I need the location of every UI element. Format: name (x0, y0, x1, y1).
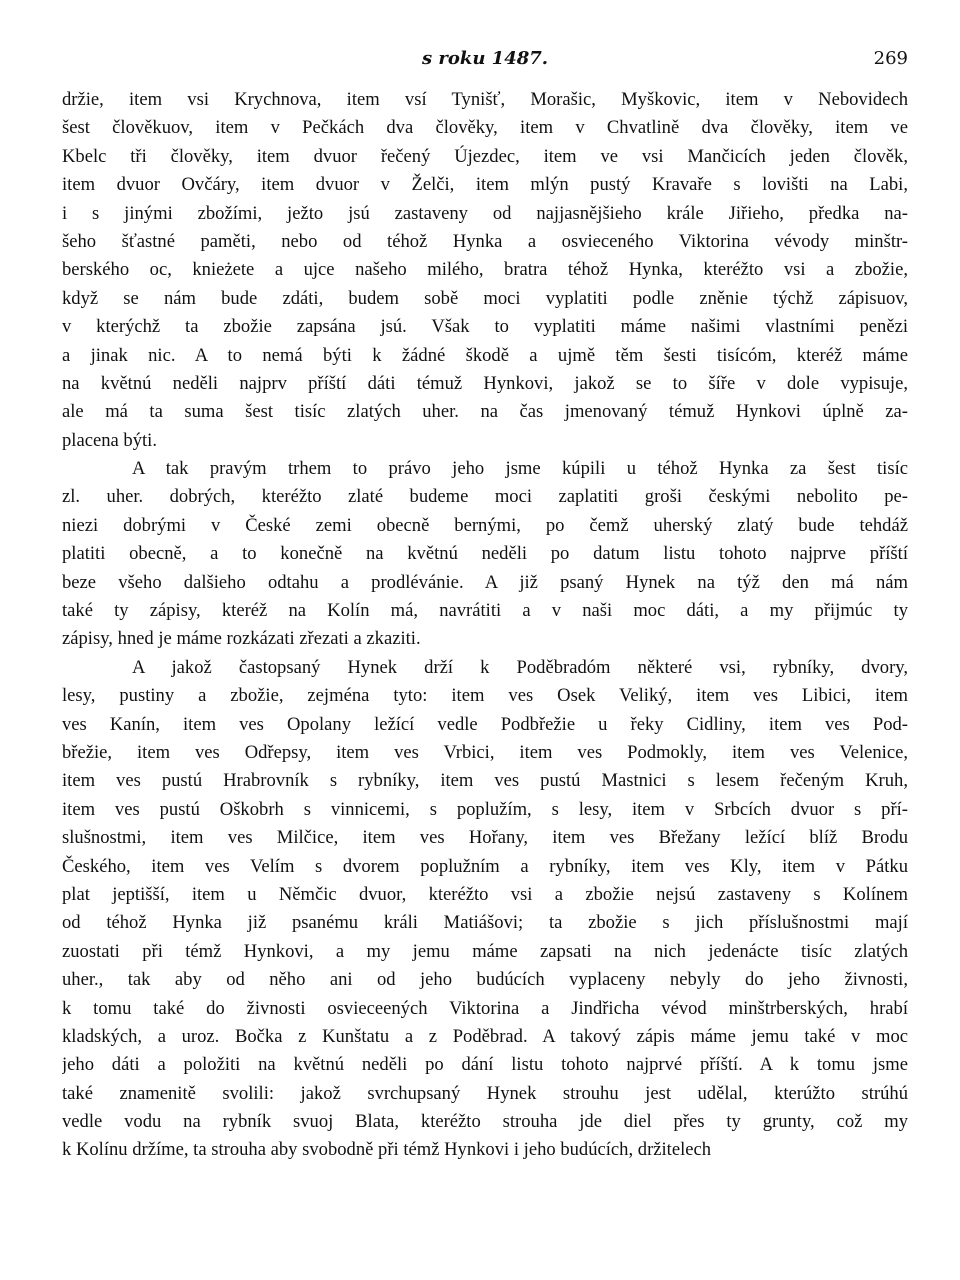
text-line: v kterýchž ta zbožie zapsána jsú. Však to vyplatiti máme našimi vlastními penězi (62, 316, 908, 338)
text-line: také ty zápisy, kteréž na Kolín má, navrátiti a v naši moc dáti, a my přijmúc ty (62, 600, 908, 622)
text-line: vedle vodu na rybník svuoj Blata, kteréžto strouha jde diel přes ty grunty, což my (62, 1111, 908, 1133)
text-line: Kbelc tři člověky, item dvuor řečený Újezdec, item ve vsi Mančicích jeden člověk, (62, 145, 908, 167)
text-line: beze všeho dalšieho odtahu a prodlévánie. A již psaný Hynek na týž den má nám (62, 571, 908, 593)
text-line: když se nám bude zdáti, budem sobě moci vyplatiti podle zněnie týchž zápisuov, (62, 287, 908, 309)
text-line: ale má ta suma šest tisíc zlatých uher. na čas jmenovaný témuž Hynkovi úplně za- (62, 401, 908, 423)
text-line: Českého, item ves Velím s dvorem poplužním a rybníky, item ves Kly, item v Pátku (62, 855, 908, 877)
text-line: na květnú neděli najprv příští dáti témuž Hynkovi, jakož se to šíře v dole vypisuje, (62, 372, 908, 394)
text-line: uher., tak aby od něho ani od jeho budúcích vyplaceny nebyly do jeho živnosti, (62, 969, 908, 991)
text-line: placena býti. (62, 429, 157, 451)
book-page (62, 44, 908, 1264)
text-line: držie, item vsi Krychnova, item vsí Tynišť, Morašic, Myškovic, item v Nebovidech (62, 89, 908, 110)
body-text (62, 86, 908, 1165)
text-line: zápisy, hned je máme rozkázati zřezati a zkaziti. (62, 628, 421, 650)
text-line: A jakož častopsaný Hynek drží k Poděbradóm některé vsi, rybníky, dvory, (132, 656, 908, 678)
text-line: A tak pravým trhem to právo jeho jsme kúpili u téhož Hynka za šest tisíc (132, 458, 908, 480)
text-line: berského oc, knieżete a ujce našeho milého, bratra téhož Hynka, kteréžto vsi a zbožie, (62, 259, 908, 281)
text-line: platiti obecně, a to konečně na květnú neděli po datum listu tohoto najprve příští (62, 543, 908, 565)
text-line: item dvuor Ovčáry, item dvuor v Želči, item mlýn pustý Kravaře s lovišti na Labi, (62, 174, 908, 196)
text-line: a jinak nic. A to nemá býti k žádné škodě a ujmě těm šesti tisícóm, kteréž máme (62, 344, 908, 366)
text-line: zl. uher. dobrých, kteréžto zlaté budeme moci zaplatiti groši českými nebolito pe- (62, 486, 908, 508)
text-line: kladských, a uroz. Bočka z Kunštatu a z Poděbrad. A takový zápis máme jemu také v moc (62, 1025, 908, 1047)
text-line: lesy, pustiny a zbožie, zejména tyto: item ves Osek Veliký, item ves Libici, item (62, 685, 908, 707)
text-line: plat jeptišší, item u Němčic dvuor, kteréžto vsi a zbožie nejsú zastaveny s Kolínem (62, 883, 908, 905)
text-line: item ves pustú Hrabrovník s rybníky, item ves pustú Mastnici s lesem řečeným Kruh, (62, 770, 908, 792)
text-line: také znamenitě svolili: jakož svrchupsaný Hynek strouhu jest udělal, kterúžto strúhú (62, 1082, 908, 1104)
text-line: jeho dáti a položiti na květnú neděli po dání listu tohoto najprvé příští. A k tomu jsme (62, 1054, 908, 1076)
text-line: niezi dobrými v České zemi obecně bernými, po čemž uherský zlatý bude tehdáž (62, 514, 908, 536)
text-line: šest člověkuov, item v Pečkách dva člověky, item v Chvatlině dva člověky, item ve (62, 117, 908, 139)
running-head (62, 44, 908, 80)
text-line: od téhož Hynka již psanému králi Matiášovi; ta zbožie s jich příslušnostmi mají (62, 912, 908, 934)
text-line: ves Kanín, item ves Opolany ležící vedle Podbřežie u řeky Cidliny, item ves Pod- (62, 713, 908, 735)
paragraph (62, 86, 908, 455)
text-line: k tomu také do živnosti osvieceených Viktorina a Jindřicha vévod minštrberských, hrabí (62, 997, 908, 1019)
running-title: s roku 1487. (421, 48, 549, 69)
text-line: item ves pustú Oškobrh s vinnicemi, s poplužím, s lesy, item v Srbcích dvuor s pří- (62, 798, 908, 820)
page-number: 269 (873, 48, 908, 69)
paragraph (62, 455, 908, 654)
text-line: slušnostmi, item ves Milčice, item ves Hořany, item ves Břežany ležící blíž Brodu (62, 827, 908, 849)
text-line: břežie, item ves Odřepsy, item ves Vrbici, item ves Podmokly, item ves Velenice, (62, 741, 908, 763)
text-line: zuostati při témž Hynkovi, a my jemu máme zapsati na nich jedenácte tisíc zlatých (62, 940, 908, 962)
text-line: šeho šťastné paměti, nebo od téhož Hynka a osvieceného Viktorina vévody minštr- (62, 230, 908, 252)
paragraph (62, 654, 908, 1165)
text-line: i s jinými zbožími, ježto jsú zastaveny od najjasnějšieho krále Jiřieho, předka na- (62, 202, 908, 224)
text-line: k Kolínu držíme, ta strouha aby svobodně při témž Hynkovi i jeho budúcích, držitelech (62, 1139, 712, 1161)
